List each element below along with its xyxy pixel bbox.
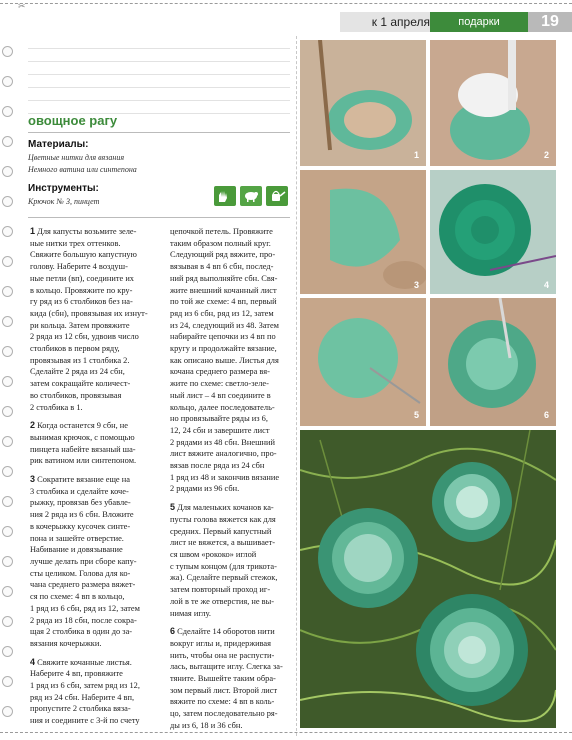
- step-paragraph: 6 Сделайте 14 оборотов нити вокруг иглы и, придерживая нить, чтобы она не распусти- лась, вытащите иглу. Слегка за- тяните. Вышейте таким обра- зом первый лист. Второй лист вяжите по схеме: 4 вп в коль- цо, затем последовательно ря- ды из 6, 18 и 36 сбн.: [170, 626, 283, 730]
- materials-heading: Материалы:: [28, 139, 89, 150]
- step-photo-4: [430, 170, 556, 294]
- step-paragraph: цепочкой петель. Провяжите таким образом полный круг. Следующий ряд вяжите, про- вязывая в 4 вп 6 сбн, послед- ний ряд выполняйте сбн. Свя- жите внешний кочанный лист по той же схеме: 4 вп, первый ряд из 6 сбн, ряд из 12, затем из 24, следующий из 48. Затем набирайте цепочки из 4 вп по кругу и продолжайте вязание, как описано выше. Листья для кочана среднего размера вя- жите по схеме: светло-зеле- ный лист – 4 вп соедините в кольцо, далее последователь- но провязывайте ряды из 6, 12, 24 сбн и завершите лист 2 рядами из 48 сбн. Внешний лист вяжите аналогично, про- вязав после ряда из 24 сбн 1 ряд из 48 и закончив вязание 2 рядами из 96 сбн.: [170, 227, 280, 494]
- bottom-cut-line: [0, 732, 572, 733]
- cabbage-photo: [300, 430, 556, 728]
- instructions-column-1: [30, 226, 162, 734]
- step-paragraph: 2 Когда останется 9 сбн, не вынимая крючок, с помощью пинцета набейте вязаный ша- рик ватином или синтепоном.: [30, 420, 137, 466]
- step-photo-2: [430, 40, 556, 166]
- step-paragraph: 1 Для капусты возьмите зеле- ные нитки трех оттенков. Свяжите большую капустную голову. Наберите 4 воздуш- ные петли (вп), соедините их в кольцо. Провяжите по кру- гу ряд из 6 столбиков без на- кида (сбн), провязывая их изнут- ри кольца. Затем провяжите 2 ряда из 12 сбн, удвоив число столбиков в первом ряду, провязывая из 1 столбика 2. Сделайте 2 ряда из 24 сбн, затем сокращайте количест- во столбиков, провязывая 2 столбика в 1.: [30, 226, 148, 412]
- photo-label: 3: [414, 280, 420, 290]
- photo-label: 4: [544, 280, 550, 290]
- step-paragraph: 3 Сократите вязание еще на 3 столбика и сделайте кочe- рыжку, провязав без убавле- ния 2 ряда из 6 сбн. Вложите в кочерыжку кусочек синте- пона и зашейте отверстие. Набивание и довязывание лучше делать при сборе капу- сты целиком. Голова для ко- чана среднего размера вяжет- ся по схеме: 4 вп в кольцо, 1 ряд из 6 сбн, ряд из 12, затем 2 ряда из 18 сбн, после сокра- щая 2 столбика в один до за- вязания кочерыжки.: [30, 474, 140, 648]
- instructions-column-2: [170, 226, 302, 739]
- photo-label: 2: [544, 150, 550, 160]
- tools-heading: Инструменты:: [28, 183, 99, 194]
- step-paragraph: 5 Для маленьких кочанов ка- пусты голова вяжется как для средних. Первый капустный лист не вяжется, а вышивает- ся швом «рококо» иглой с тупым концом (для трикота- жа). Сделайте первый стежок, затем повторный проход иг- лой в те же отверстия, не вы- нимая иглу.: [170, 502, 278, 618]
- hands-icon: [214, 186, 236, 206]
- page-number: 19: [528, 12, 572, 32]
- section-divider: [28, 217, 290, 218]
- step-photo-3: [300, 170, 426, 294]
- step-photo-6: [430, 298, 556, 426]
- watering-can-icon: [266, 186, 288, 206]
- step-paragraph: 4 Свяжите кочанные листья. Наберите 4 вп, провяжите 1 ряд из 6 сбн, затем ряд из 12, ряд из 24 сбн. Наберите 4 вп, пропустите 2 столбика вяза- ния и соедините с 3-й по счету: [30, 656, 140, 726]
- header-date: к 1 апреля: [371, 15, 430, 29]
- step-photo-5: [300, 298, 426, 426]
- photo-label: 5: [414, 410, 420, 420]
- materials-item: Цветные нитки для вязания: [28, 153, 125, 162]
- tools-text: Крючок № 3, пинцет: [28, 197, 100, 206]
- scissors-icon: ✂: [18, 1, 26, 11]
- title-divider: [28, 132, 290, 133]
- photo-label: 1: [414, 150, 420, 160]
- step-photo-1: [300, 40, 426, 166]
- binder-rings: [1, 36, 15, 736]
- header-section-tab: подарки: [430, 12, 528, 32]
- article-title: овощное рагу: [28, 113, 118, 128]
- top-cut-line: [0, 1, 572, 11]
- notebook-lines: [28, 36, 290, 114]
- materials-item: Немного ватина или синтепона: [28, 165, 137, 174]
- sheep-icon: [240, 186, 262, 206]
- photo-label: 6: [544, 410, 550, 420]
